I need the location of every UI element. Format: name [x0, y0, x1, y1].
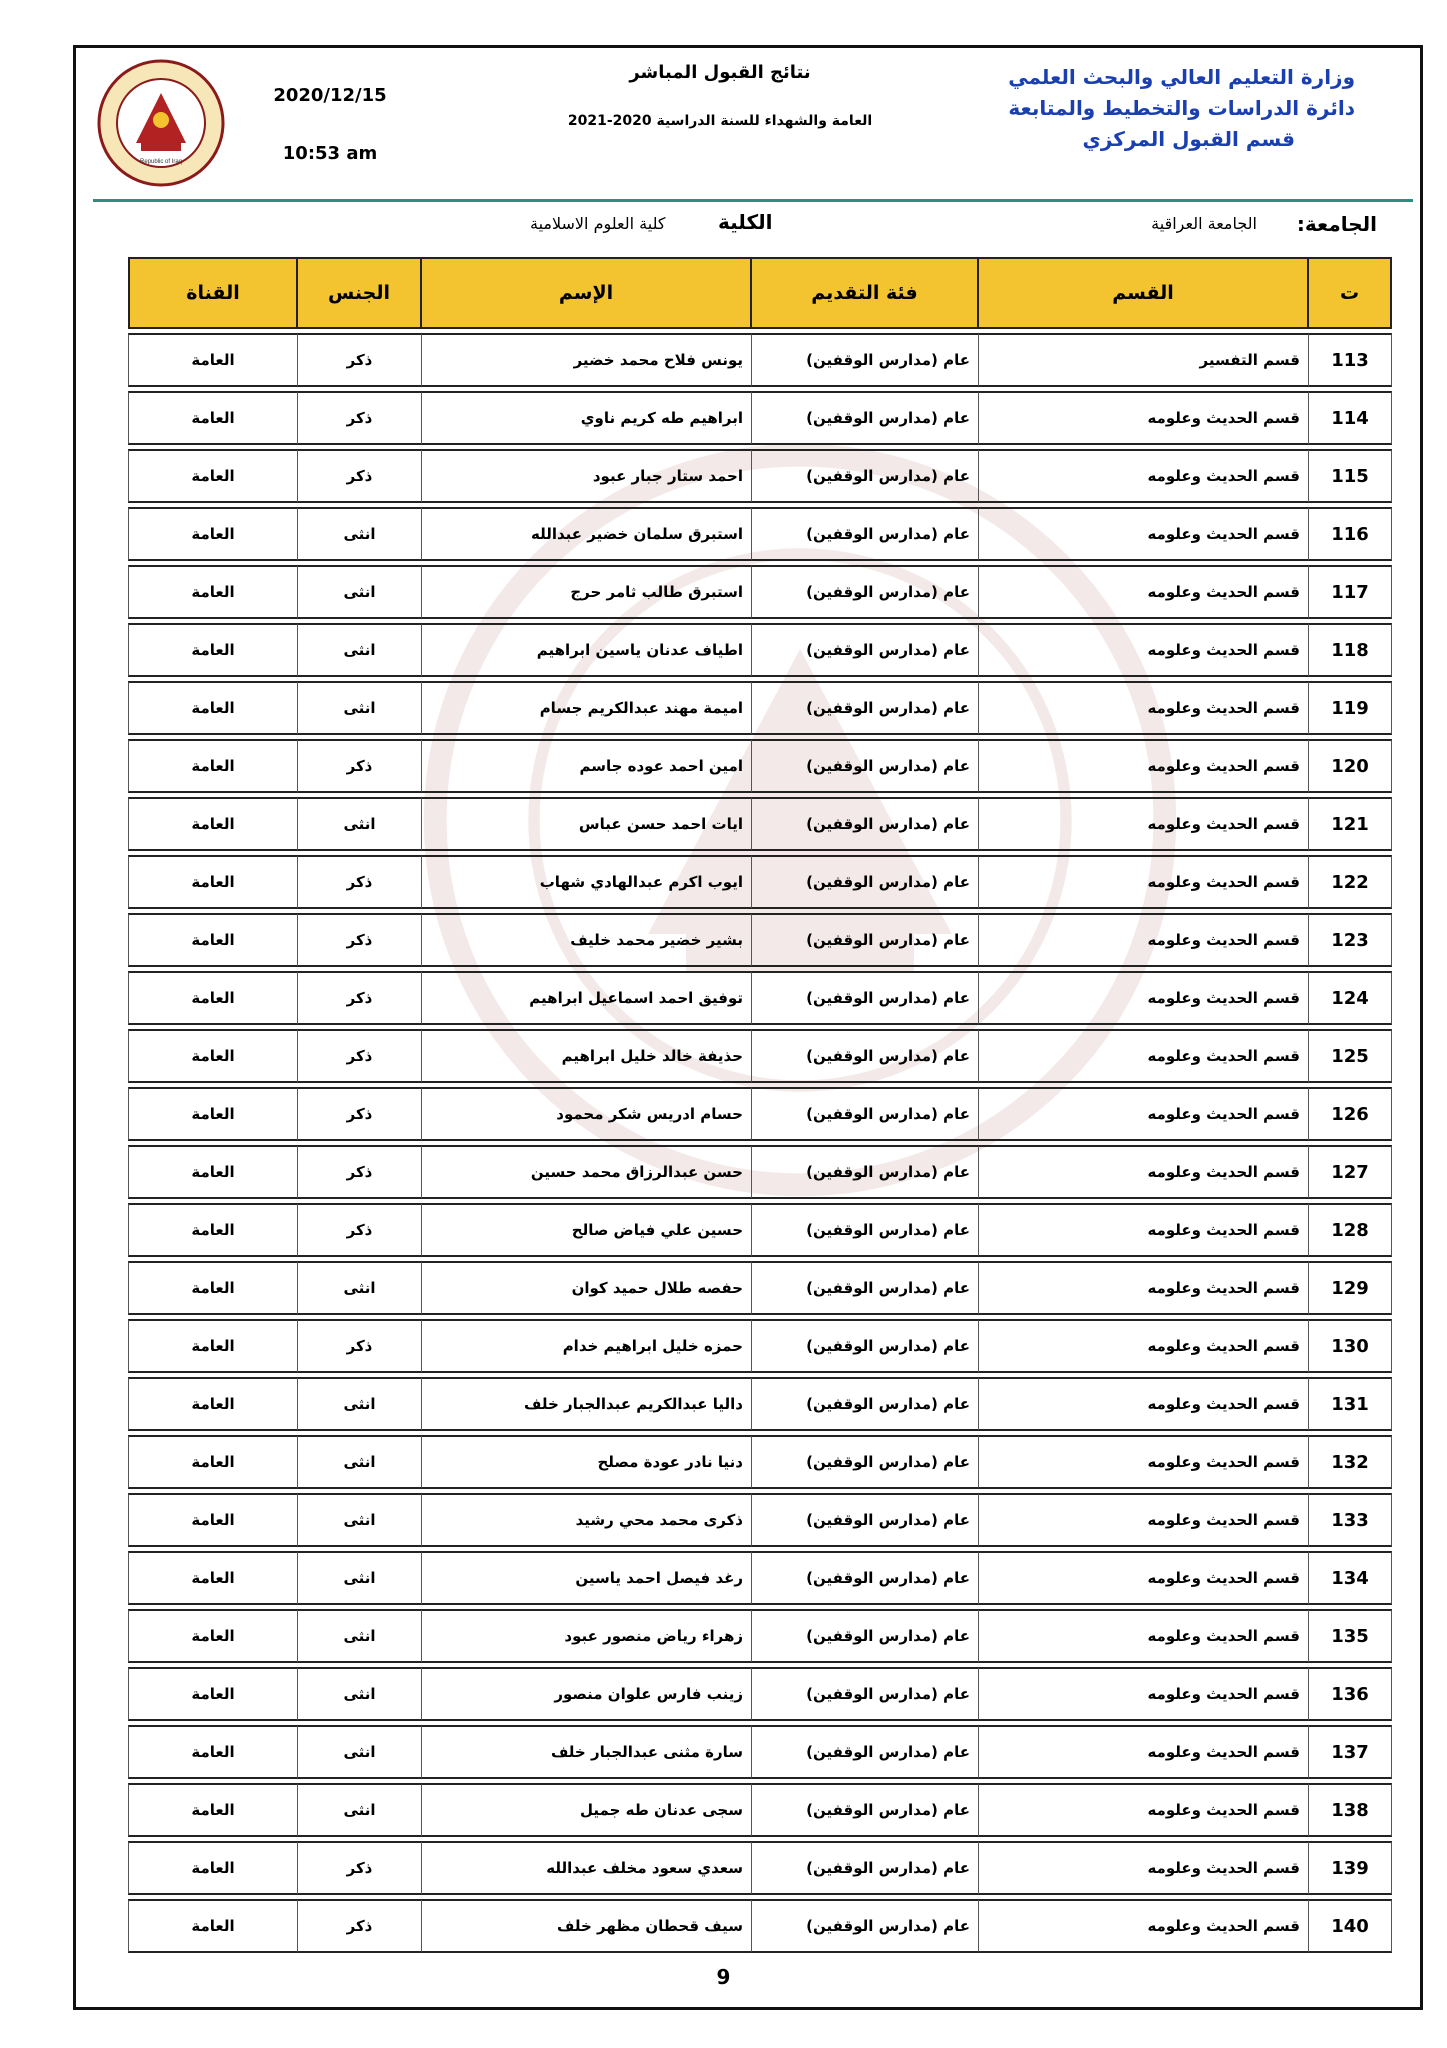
row-index: 128	[1309, 1203, 1392, 1257]
row-department: قسم الحديث وعلومه	[979, 1029, 1309, 1083]
row-department: قسم الحديث وعلومه	[979, 681, 1309, 735]
row-channel: العامة	[128, 507, 298, 561]
row-channel: العامة	[128, 1377, 298, 1431]
row-index: 120	[1309, 739, 1392, 793]
row-channel: العامة	[128, 1609, 298, 1663]
row-department: قسم الحديث وعلومه	[979, 855, 1309, 909]
row-student-name: اميمة مهند عبدالكريم جسام	[422, 681, 752, 735]
department-name: قسم القبول المركزي	[1082, 127, 1295, 151]
row-category: عام (مدارس الوقفين)	[752, 797, 979, 851]
row-student-name: زهراء رياض منصور عبود	[422, 1609, 752, 1663]
row-channel: العامة	[128, 1725, 298, 1779]
row-department: قسم الحديث وعلومه	[979, 1841, 1309, 1895]
row-channel: العامة	[128, 565, 298, 619]
table-row	[128, 855, 1392, 909]
table-row	[128, 1319, 1392, 1373]
row-category: عام (مدارس الوقفين)	[752, 1609, 979, 1663]
row-gender: انثى	[298, 1725, 422, 1779]
row-gender: ذكر	[298, 855, 422, 909]
row-category: عام (مدارس الوقفين)	[752, 1203, 979, 1257]
row-department: قسم الحديث وعلومه	[979, 565, 1309, 619]
row-category: عام (مدارس الوقفين)	[752, 971, 979, 1025]
row-category: عام (مدارس الوقفين)	[752, 449, 979, 503]
row-department: قسم الحديث وعلومه	[979, 391, 1309, 445]
row-index: 116	[1309, 507, 1392, 561]
table-row	[128, 1667, 1392, 1721]
row-channel: العامة	[128, 1145, 298, 1199]
row-category: عام (مدارس الوقفين)	[752, 1493, 979, 1547]
row-index: 123	[1309, 913, 1392, 967]
row-student-name: سارة مثنى عبدالجبار خلف	[422, 1725, 752, 1779]
row-index: 136	[1309, 1667, 1392, 1721]
row-student-name: بشير خضير محمد خليف	[422, 913, 752, 967]
row-channel: العامة	[128, 1551, 298, 1605]
row-department: قسم الحديث وعلومه	[979, 507, 1309, 561]
directorate-name: دائرة الدراسات والتخطيط والمتابعة	[1008, 96, 1355, 120]
row-channel: العامة	[128, 391, 298, 445]
row-student-name: ابراهيم طه كريم ناوي	[422, 391, 752, 445]
table-row	[128, 1261, 1392, 1315]
row-gender: انثى	[298, 1435, 422, 1489]
row-gender: انثى	[298, 623, 422, 677]
row-gender: انثى	[298, 1493, 422, 1547]
header-category: فئة التقديم	[752, 257, 979, 329]
header-rule	[93, 199, 1413, 202]
row-category: عام (مدارس الوقفين)	[752, 1551, 979, 1605]
row-index: 138	[1309, 1783, 1392, 1837]
table-row	[128, 1087, 1392, 1141]
table-row	[128, 1783, 1392, 1837]
row-department: قسم الحديث وعلومه	[979, 1667, 1309, 1721]
row-department: قسم الحديث وعلومه	[979, 1435, 1309, 1489]
row-student-name: ايات احمد حسن عباس	[422, 797, 752, 851]
row-student-name: ذكرى محمد محي رشيد	[422, 1493, 752, 1547]
row-index: 132	[1309, 1435, 1392, 1489]
row-index: 129	[1309, 1261, 1392, 1315]
row-channel: العامة	[128, 971, 298, 1025]
row-gender: ذكر	[298, 391, 422, 445]
table-row	[128, 449, 1392, 503]
row-gender: ذكر	[298, 1841, 422, 1895]
row-index: 114	[1309, 391, 1392, 445]
row-index: 122	[1309, 855, 1392, 909]
row-department: قسم الحديث وعلومه	[979, 1377, 1309, 1431]
university-value: الجامعة العراقية	[1151, 214, 1257, 233]
report-subtitle: العامة والشهداء للسنة الدراسية 2020-2021	[567, 113, 873, 129]
table-row	[128, 1551, 1392, 1605]
row-channel: العامة	[128, 1203, 298, 1257]
row-student-name: رغد فيصل احمد ياسين	[422, 1551, 752, 1605]
table-header-row	[128, 257, 1392, 329]
table-row	[128, 565, 1392, 619]
university-label: الجامعة:	[1296, 212, 1377, 236]
row-student-name: استبرق طالب ثامر حرج	[422, 565, 752, 619]
row-category: عام (مدارس الوقفين)	[752, 1319, 979, 1373]
row-student-name: حسين علي فياض صالح	[422, 1203, 752, 1257]
row-channel: العامة	[128, 1667, 298, 1721]
row-student-name: زينب فارس علوان منصور	[422, 1667, 752, 1721]
row-channel: العامة	[128, 1841, 298, 1895]
row-gender: ذكر	[298, 739, 422, 793]
row-channel: العامة	[128, 681, 298, 735]
row-department: قسم الحديث وعلومه	[979, 971, 1309, 1025]
row-department: قسم الحديث وعلومه	[979, 1725, 1309, 1779]
table-row	[128, 1435, 1392, 1489]
row-department: قسم الحديث وعلومه	[979, 1493, 1309, 1547]
college-label: الكلية	[718, 210, 773, 234]
row-student-name: احمد ستار جبار عبود	[422, 449, 752, 503]
row-student-name: استبرق سلمان خضير عبدالله	[422, 507, 752, 561]
row-gender: ذكر	[298, 449, 422, 503]
row-category: عام (مدارس الوقفين)	[752, 1899, 979, 1953]
row-student-name: دنيا نادر عودة مصلح	[422, 1435, 752, 1489]
report-date: 2020/12/15	[273, 85, 387, 106]
row-index: 139	[1309, 1841, 1392, 1895]
row-category: عام (مدارس الوقفين)	[752, 333, 979, 387]
row-channel: العامة	[128, 1783, 298, 1837]
row-department: قسم الحديث وعلومه	[979, 913, 1309, 967]
row-index: 126	[1309, 1087, 1392, 1141]
row-gender: انثى	[298, 565, 422, 619]
ministry-header	[1008, 62, 1355, 155]
row-category: عام (مدارس الوقفين)	[752, 1261, 979, 1315]
report-time: 10:53 am	[282, 143, 378, 164]
row-category: عام (مدارس الوقفين)	[752, 1667, 979, 1721]
table-row	[128, 913, 1392, 967]
row-index: 118	[1309, 623, 1392, 677]
row-gender: ذكر	[298, 1203, 422, 1257]
row-gender: انثى	[298, 681, 422, 735]
row-department: قسم الحديث وعلومه	[979, 1261, 1309, 1315]
row-department: قسم الحديث وعلومه	[979, 1145, 1309, 1199]
row-index: 125	[1309, 1029, 1392, 1083]
row-gender: انثى	[298, 507, 422, 561]
row-gender: ذكر	[298, 1145, 422, 1199]
row-student-name: حذيفة خالد خليل ابراهيم	[422, 1029, 752, 1083]
row-student-name: حسام ادريس شكر محمود	[422, 1087, 752, 1141]
row-index: 131	[1309, 1377, 1392, 1431]
table-row	[128, 797, 1392, 851]
row-channel: العامة	[128, 623, 298, 677]
row-gender: انثى	[298, 1377, 422, 1431]
row-index: 137	[1309, 1725, 1392, 1779]
row-gender: ذكر	[298, 971, 422, 1025]
row-gender: انثى	[298, 1551, 422, 1605]
row-index: 119	[1309, 681, 1392, 735]
row-student-name: امين احمد عوده جاسم	[422, 739, 752, 793]
table-row	[128, 681, 1392, 735]
row-gender: ذكر	[298, 913, 422, 967]
row-index: 135	[1309, 1609, 1392, 1663]
row-student-name: حمزه خليل ابراهيم خدام	[422, 1319, 752, 1373]
row-department: قسم الحديث وعلومه	[979, 1319, 1309, 1373]
row-student-name: توفيق احمد اسماعيل ابراهيم	[422, 971, 752, 1025]
row-channel: العامة	[128, 1899, 298, 1953]
row-gender: انثى	[298, 797, 422, 851]
row-channel: العامة	[128, 913, 298, 967]
row-department: قسم الحديث وعلومه	[979, 1203, 1309, 1257]
row-index: 134	[1309, 1551, 1392, 1605]
header-gender: الجنس	[298, 257, 422, 329]
row-category: عام (مدارس الوقفين)	[752, 1435, 979, 1489]
table-row	[128, 1609, 1392, 1663]
row-category: عام (مدارس الوقفين)	[752, 1145, 979, 1199]
row-gender: ذكر	[298, 1029, 422, 1083]
row-index: 117	[1309, 565, 1392, 619]
row-channel: العامة	[128, 1029, 298, 1083]
row-index: 113	[1309, 333, 1392, 387]
row-gender: انثى	[298, 1667, 422, 1721]
table-row	[128, 1029, 1392, 1083]
table-row	[128, 1377, 1392, 1431]
row-category: عام (مدارس الوقفين)	[752, 1377, 979, 1431]
row-channel: العامة	[128, 1319, 298, 1373]
header-department: القسم	[979, 257, 1309, 329]
row-department: قسم الحديث وعلومه	[979, 739, 1309, 793]
table-row	[128, 1493, 1392, 1547]
admissions-table	[128, 253, 1392, 1957]
row-category: عام (مدارس الوقفين)	[752, 1029, 979, 1083]
row-gender: ذكر	[298, 1087, 422, 1141]
row-index: 130	[1309, 1319, 1392, 1373]
table-row	[128, 1841, 1392, 1895]
row-category: عام (مدارس الوقفين)	[752, 913, 979, 967]
row-department: قسم التفسير	[979, 333, 1309, 387]
row-department: قسم الحديث وعلومه	[979, 1609, 1309, 1663]
row-category: عام (مدارس الوقفين)	[752, 507, 979, 561]
row-channel: العامة	[128, 1435, 298, 1489]
row-category: عام (مدارس الوقفين)	[752, 1725, 979, 1779]
row-student-name: ايوب اكرم عبدالهادي شهاب	[422, 855, 752, 909]
report-title-block	[540, 62, 900, 129]
row-gender: انثى	[298, 1783, 422, 1837]
row-category: عام (مدارس الوقفين)	[752, 1841, 979, 1895]
svg-text:Republic of Iraq: Republic of Iraq	[139, 159, 183, 165]
ministry-logo	[96, 58, 226, 188]
row-channel: العامة	[128, 1261, 298, 1315]
table-row	[128, 507, 1392, 561]
row-index: 140	[1309, 1899, 1392, 1953]
ministry-name: وزارة التعليم العالي والبحث العلمي	[1008, 65, 1355, 89]
row-department: قسم الحديث وعلومه	[979, 623, 1309, 677]
table-row	[128, 333, 1392, 387]
row-category: عام (مدارس الوقفين)	[752, 565, 979, 619]
table-row	[128, 1725, 1392, 1779]
row-category: عام (مدارس الوقفين)	[752, 391, 979, 445]
row-student-name: سعدي سعود مخلف عبدالله	[422, 1841, 752, 1895]
row-student-name: سجى عدنان طه جميل	[422, 1783, 752, 1837]
row-department: قسم الحديث وعلومه	[979, 1087, 1309, 1141]
row-gender: انثى	[298, 1261, 422, 1315]
row-student-name: داليا عبدالكريم عبدالجبار خلف	[422, 1377, 752, 1431]
row-department: قسم الحديث وعلومه	[979, 1783, 1309, 1837]
table-row	[128, 1145, 1392, 1199]
row-department: قسم الحديث وعلومه	[979, 1551, 1309, 1605]
row-category: عام (مدارس الوقفين)	[752, 1783, 979, 1837]
row-channel: العامة	[128, 797, 298, 851]
row-department: قسم الحديث وعلومه	[979, 449, 1309, 503]
table-row	[128, 1203, 1392, 1257]
header-index: ت	[1309, 257, 1392, 329]
table-row	[128, 971, 1392, 1025]
table-row	[128, 391, 1392, 445]
row-department: قسم الحديث وعلومه	[979, 797, 1309, 851]
row-index: 127	[1309, 1145, 1392, 1199]
row-department: قسم الحديث وعلومه	[979, 1899, 1309, 1953]
report-title: نتائج القبول المباشر	[629, 62, 811, 83]
header-name: الإسم	[422, 257, 752, 329]
table-row	[128, 623, 1392, 677]
row-student-name: حسن عبدالرزاق محمد حسين	[422, 1145, 752, 1199]
row-channel: العامة	[128, 855, 298, 909]
row-channel: العامة	[128, 1493, 298, 1547]
row-gender: انثى	[298, 1609, 422, 1663]
row-gender: ذكر	[298, 1319, 422, 1373]
row-channel: العامة	[128, 449, 298, 503]
row-gender: ذكر	[298, 1899, 422, 1953]
row-category: عام (مدارس الوقفين)	[752, 1087, 979, 1141]
row-category: عام (مدارس الوقفين)	[752, 855, 979, 909]
row-category: عام (مدارس الوقفين)	[752, 739, 979, 793]
row-student-name: اطياف عدنان ياسين ابراهيم	[422, 623, 752, 677]
row-gender: ذكر	[298, 333, 422, 387]
row-student-name: يونس فلاح محمد خضير	[422, 333, 752, 387]
row-student-name: حفصه طلال حميد كوان	[422, 1261, 752, 1315]
row-index: 124	[1309, 971, 1392, 1025]
row-category: عام (مدارس الوقفين)	[752, 623, 979, 677]
row-category: عام (مدارس الوقفين)	[752, 681, 979, 735]
page-number: 9	[716, 1965, 731, 1989]
header-channel: القناة	[128, 257, 298, 329]
row-index: 121	[1309, 797, 1392, 851]
row-channel: العامة	[128, 1087, 298, 1141]
row-index: 133	[1309, 1493, 1392, 1547]
row-index: 115	[1309, 449, 1392, 503]
row-channel: العامة	[128, 739, 298, 793]
row-student-name: سيف قحطان مظهر خلف	[422, 1899, 752, 1953]
college-value: كلية العلوم الاسلامية	[530, 214, 666, 233]
row-channel: العامة	[128, 333, 298, 387]
table-row	[128, 1899, 1392, 1953]
table-row	[128, 739, 1392, 793]
